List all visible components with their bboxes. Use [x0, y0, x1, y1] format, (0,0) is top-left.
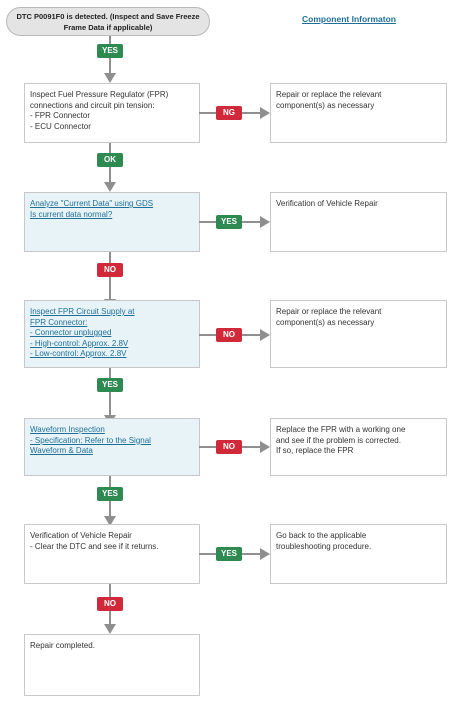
- start-node: [6, 7, 210, 36]
- ok-badge: OK: [97, 153, 123, 167]
- step-text: connections and circuit pin tension:: [30, 100, 155, 110]
- result-go-back-troubleshooting: [270, 524, 447, 584]
- step-analyze-current-data: [24, 192, 200, 252]
- component-information-link[interactable]: Component Informaton: [302, 14, 396, 24]
- result-text: Repair or replace the relevant: [276, 307, 382, 316]
- yes-badge: YES: [97, 487, 123, 501]
- yes-badge: YES: [97, 44, 123, 58]
- arrow-right: [260, 441, 270, 453]
- step-text: Inspect Fuel Pressure Regulator (FPR): [30, 90, 169, 99]
- connector-line: [109, 368, 111, 416]
- yes-badge: YES: [216, 215, 242, 229]
- arrow-right: [260, 107, 270, 119]
- yes-badge: YES: [216, 547, 242, 561]
- no-badge: NO: [97, 597, 123, 611]
- arrow-right: [260, 548, 270, 560]
- start-title: DTC P0091F0 is detected.: [16, 12, 108, 21]
- step-waveform-inspection: [24, 418, 200, 476]
- step-inspect-fpr-circuit-supply: [24, 300, 200, 368]
- waveform-inspection-link[interactable]: Waveform Inspection: [30, 425, 105, 434]
- arrow-right: [260, 329, 270, 341]
- inspect-fpr-circuit-link[interactable]: Inspect FPR Circuit Supply at: [30, 307, 135, 316]
- arrow-right: [260, 216, 270, 228]
- step-text: - FPR Connector: [30, 111, 91, 120]
- no-badge: NO: [216, 440, 242, 454]
- arrow-down: [104, 73, 116, 83]
- result-text: If so, replace the FPR: [276, 446, 354, 455]
- step-text: Verification of Vehicle Repair: [30, 531, 132, 540]
- final-text: Repair completed.: [30, 641, 95, 650]
- result-text: troubleshooting procedure.: [276, 541, 372, 551]
- result-text: component(s) as necessary: [276, 100, 375, 110]
- waveform-specification-link[interactable]: Waveform & Data: [30, 446, 93, 455]
- ng-badge: NG: [216, 106, 242, 120]
- result-repair-replace-component: [270, 300, 447, 368]
- inspect-fpr-circuit-link[interactable]: FPR Connector:: [30, 317, 88, 327]
- result-text: and see if the problem is corrected.: [276, 435, 401, 445]
- arrow-down: [104, 624, 116, 634]
- start-subtitle: (Inspect and Save Freeze Frame Data if applicable): [63, 12, 200, 32]
- result-repair-replace-component: [270, 83, 447, 143]
- yes-badge: YES: [97, 378, 123, 392]
- arrow-down: [104, 182, 116, 192]
- result-text: Replace the FPR with a working one: [276, 425, 406, 434]
- result-replace-fpr: [270, 418, 447, 476]
- result-text: Repair or replace the relevant: [276, 90, 382, 99]
- analyze-current-data-link[interactable]: Analyze "Current Data" using GDS: [30, 199, 154, 208]
- current-data-normal-link[interactable]: Is current data normal?: [30, 209, 113, 219]
- result-text: Go back to the applicable: [276, 531, 367, 540]
- no-badge: NO: [97, 263, 123, 277]
- inspect-fpr-circuit-link[interactable]: - Low-control: Approx. 2.8V: [30, 349, 127, 358]
- step-text: - Clear the DTC and see if it returns.: [30, 541, 159, 551]
- no-badge: NO: [216, 328, 242, 342]
- inspect-fpr-circuit-link[interactable]: - High-control: Approx. 2.8V: [30, 338, 129, 348]
- step-text: - ECU Connector: [30, 121, 91, 131]
- result-text: Verification of Vehicle Repair: [276, 199, 378, 208]
- step-fpr-connection-inspection: [24, 83, 200, 143]
- result-text: component(s) as necessary: [276, 317, 375, 327]
- step-verification-of-vehicle-repair: [24, 524, 200, 584]
- inspect-fpr-circuit-link[interactable]: - Connector unplugged: [30, 328, 112, 337]
- step-repair-completed: [24, 634, 200, 696]
- result-verification-of-vehicle-repair: [270, 192, 447, 252]
- waveform-specification-link[interactable]: - Specification: Refer to the Signal: [30, 435, 151, 445]
